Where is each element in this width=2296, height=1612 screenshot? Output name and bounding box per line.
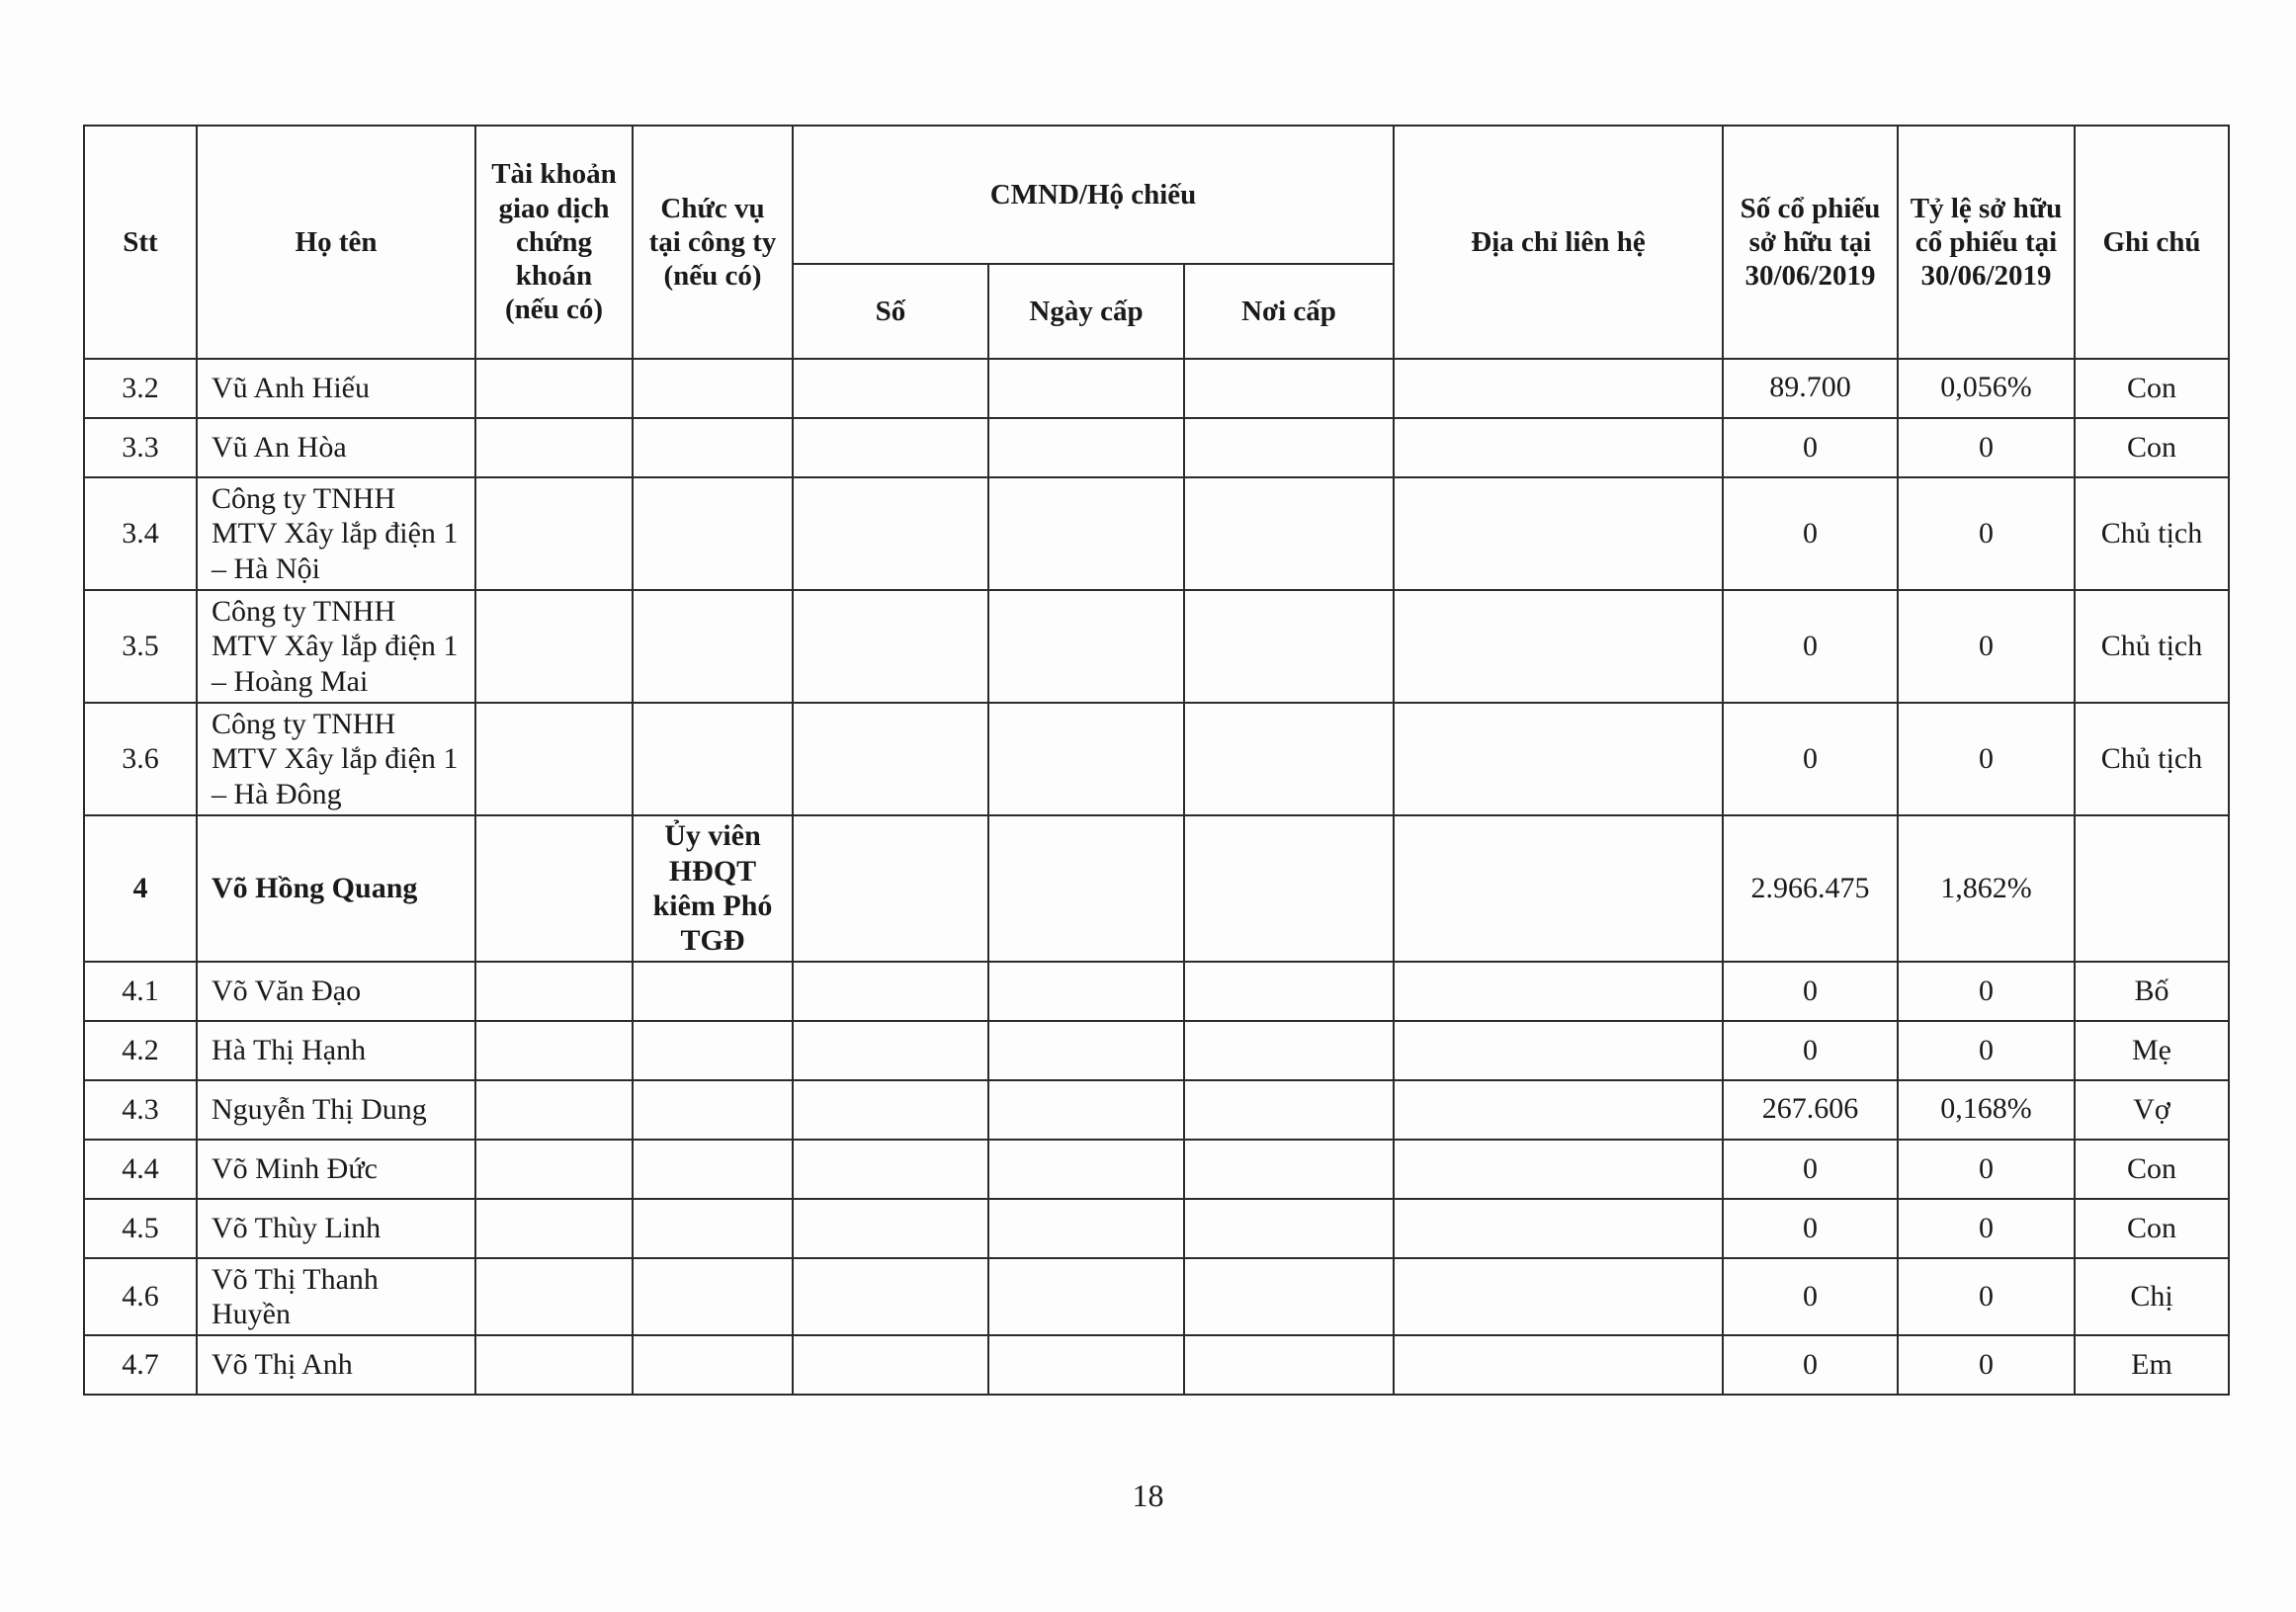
cell-ratio: 0	[1898, 703, 2075, 815]
cell-name: Võ Thị Anh	[197, 1335, 475, 1395]
cell-address	[1394, 590, 1723, 703]
table-row	[84, 1140, 2229, 1199]
cell-note: Chị	[2075, 1258, 2229, 1335]
cell-address	[1394, 703, 1723, 815]
cell-account	[475, 477, 633, 590]
cell-shares: 0	[1723, 1335, 1898, 1395]
cell-note: Con	[2075, 1140, 2229, 1199]
cell-shares: 0	[1723, 1021, 1898, 1080]
header-account: Tài khoản giao dịch chứng khoán (nếu có)	[475, 126, 633, 359]
cell-address	[1394, 1140, 1723, 1199]
cell-account	[475, 703, 633, 815]
cell-account	[475, 1021, 633, 1080]
header-issue-place: Nơi cấp	[1184, 264, 1394, 359]
cell-issue-place	[1184, 1258, 1394, 1335]
cell-account	[475, 815, 633, 962]
cell-issue-date	[988, 477, 1184, 590]
cell-note: Em	[2075, 1335, 2229, 1395]
cell-issue-place	[1184, 815, 1394, 962]
cell-ratio: 0	[1898, 418, 2075, 477]
cell-stt: 3.3	[84, 418, 197, 477]
header-stt: Stt	[84, 126, 197, 359]
header-note: Ghi chú	[2075, 126, 2229, 359]
cell-issue-date	[988, 1199, 1184, 1258]
cell-note: Chủ tịch	[2075, 703, 2229, 815]
table-row	[84, 418, 2229, 477]
cell-account	[475, 1080, 633, 1140]
cell-address	[1394, 815, 1723, 962]
cell-issue-place	[1184, 359, 1394, 418]
cell-address	[1394, 359, 1723, 418]
cell-note	[2075, 815, 2229, 962]
cell-stt: 4.7	[84, 1335, 197, 1395]
cell-address	[1394, 1258, 1723, 1335]
cell-position	[633, 1021, 793, 1080]
header-id-group: CMND/Hộ chiếu	[793, 126, 1394, 264]
cell-id-number	[793, 359, 988, 418]
cell-name: Vũ Anh Hiếu	[197, 359, 475, 418]
cell-id-number	[793, 1080, 988, 1140]
cell-shares: 0	[1723, 418, 1898, 477]
cell-address	[1394, 418, 1723, 477]
cell-position	[633, 1080, 793, 1140]
cell-id-number	[793, 590, 988, 703]
cell-address	[1394, 1021, 1723, 1080]
cell-address	[1394, 1335, 1723, 1395]
cell-stt: 3.5	[84, 590, 197, 703]
header-id-number: Số	[793, 264, 988, 359]
cell-stt: 4.4	[84, 1140, 197, 1199]
cell-shares: 2.966.475	[1723, 815, 1898, 962]
cell-stt: 4.5	[84, 1199, 197, 1258]
table-body	[84, 359, 2229, 1395]
cell-ratio: 0	[1898, 477, 2075, 590]
cell-position	[633, 1335, 793, 1395]
cell-issue-place	[1184, 477, 1394, 590]
header-shares: Số cổ phiếu sở hữu tại 30/06/2019	[1723, 126, 1898, 359]
cell-note: Con	[2075, 359, 2229, 418]
cell-shares: 0	[1723, 477, 1898, 590]
cell-shares: 0	[1723, 1140, 1898, 1199]
cell-position	[633, 590, 793, 703]
cell-issue-date	[988, 1021, 1184, 1080]
cell-issue-place	[1184, 962, 1394, 1021]
cell-issue-date	[988, 1140, 1184, 1199]
cell-ratio: 0	[1898, 1021, 2075, 1080]
cell-shares: 0	[1723, 962, 1898, 1021]
cell-name: Võ Văn Đạo	[197, 962, 475, 1021]
cell-ratio: 0	[1898, 590, 2075, 703]
cell-issue-date	[988, 359, 1184, 418]
cell-name: Vũ An Hòa	[197, 418, 475, 477]
table-row	[84, 1080, 2229, 1140]
shareholder-table	[83, 125, 2230, 1396]
cell-account	[475, 418, 633, 477]
cell-position	[633, 703, 793, 815]
cell-account	[475, 1199, 633, 1258]
cell-note: Con	[2075, 1199, 2229, 1258]
cell-name: Võ Thùy Linh	[197, 1199, 475, 1258]
cell-position	[633, 418, 793, 477]
cell-id-number	[793, 418, 988, 477]
header-address: Địa chỉ liên hệ	[1394, 126, 1723, 359]
table-row	[84, 815, 2229, 962]
cell-name: Nguyễn Thị Dung	[197, 1080, 475, 1140]
cell-shares: 267.606	[1723, 1080, 1898, 1140]
cell-ratio: 1,862%	[1898, 815, 2075, 962]
cell-note: Chủ tịch	[2075, 477, 2229, 590]
cell-address	[1394, 477, 1723, 590]
cell-id-number	[793, 1335, 988, 1395]
cell-issue-place	[1184, 590, 1394, 703]
cell-shares: 0	[1723, 703, 1898, 815]
table-row	[84, 1258, 2229, 1335]
cell-note: Con	[2075, 418, 2229, 477]
page-number: 18	[1132, 1478, 1164, 1513]
cell-id-number	[793, 962, 988, 1021]
cell-issue-place	[1184, 1080, 1394, 1140]
cell-shares: 0	[1723, 590, 1898, 703]
cell-stt: 3.6	[84, 703, 197, 815]
cell-account	[475, 1258, 633, 1335]
cell-name: Hà Thị Hạnh	[197, 1021, 475, 1080]
cell-ratio: 0	[1898, 962, 2075, 1021]
cell-stt: 4.1	[84, 962, 197, 1021]
cell-issue-date	[988, 962, 1184, 1021]
cell-id-number	[793, 1021, 988, 1080]
cell-position	[633, 1258, 793, 1335]
cell-id-number	[793, 1140, 988, 1199]
cell-issue-date	[988, 418, 1184, 477]
cell-ratio: 0	[1898, 1335, 2075, 1395]
cell-position	[633, 962, 793, 1021]
cell-name: Công ty TNHH MTV Xây lắp điện 1 – Hà Nội	[197, 477, 475, 590]
cell-address	[1394, 1199, 1723, 1258]
cell-position	[633, 359, 793, 418]
cell-name: Công ty TNHH MTV Xây lắp điện 1 – Hoàng Mai	[197, 590, 475, 703]
table-row	[84, 703, 2229, 815]
cell-stt: 4.2	[84, 1021, 197, 1080]
cell-issue-date	[988, 1258, 1184, 1335]
cell-issue-place	[1184, 418, 1394, 477]
table-row	[84, 1199, 2229, 1258]
cell-position	[633, 1199, 793, 1258]
table-row	[84, 962, 2229, 1021]
cell-note: Vợ	[2075, 1080, 2229, 1140]
cell-ratio: 0	[1898, 1199, 2075, 1258]
cell-note: Mẹ	[2075, 1021, 2229, 1080]
cell-issue-date	[988, 590, 1184, 703]
cell-name: Võ Hồng Quang	[197, 815, 475, 962]
cell-ratio: 0	[1898, 1258, 2075, 1335]
cell-issue-date	[988, 1335, 1184, 1395]
cell-issue-place	[1184, 1140, 1394, 1199]
cell-id-number	[793, 1258, 988, 1335]
cell-account	[475, 590, 633, 703]
cell-stt: 3.4	[84, 477, 197, 590]
cell-issue-date	[988, 703, 1184, 815]
cell-note: Chủ tịch	[2075, 590, 2229, 703]
cell-account	[475, 962, 633, 1021]
cell-name: Võ Minh Đức	[197, 1140, 475, 1199]
cell-issue-date	[988, 1080, 1184, 1140]
cell-account	[475, 1335, 633, 1395]
table-row	[84, 1021, 2229, 1080]
cell-stt: 4.3	[84, 1080, 197, 1140]
header-name: Họ tên	[197, 126, 475, 359]
cell-account	[475, 359, 633, 418]
cell-position	[633, 477, 793, 590]
cell-address	[1394, 1080, 1723, 1140]
cell-issue-place	[1184, 1335, 1394, 1395]
table-row	[84, 590, 2229, 703]
cell-shares: 0	[1723, 1258, 1898, 1335]
cell-ratio: 0,168%	[1898, 1080, 2075, 1140]
cell-name: Công ty TNHH MTV Xây lắp điện 1 – Hà Đông	[197, 703, 475, 815]
cell-shares: 0	[1723, 1199, 1898, 1258]
cell-id-number	[793, 477, 988, 590]
cell-shares: 89.700	[1723, 359, 1898, 418]
cell-ratio: 0	[1898, 1140, 2075, 1199]
cell-stt: 3.2	[84, 359, 197, 418]
cell-stt: 4.6	[84, 1258, 197, 1335]
cell-ratio: 0,056%	[1898, 359, 2075, 418]
cell-issue-date	[988, 815, 1184, 962]
cell-position: Ủy viên HĐQT kiêm Phó TGĐ	[633, 815, 793, 962]
cell-issue-place	[1184, 1199, 1394, 1258]
cell-issue-place	[1184, 1021, 1394, 1080]
header-issue-date: Ngày cấp	[988, 264, 1184, 359]
cell-id-number	[793, 703, 988, 815]
cell-id-number	[793, 815, 988, 962]
table-row	[84, 1335, 2229, 1395]
cell-stt: 4	[84, 815, 197, 962]
cell-note: Bố	[2075, 962, 2229, 1021]
header-ratio: Tỷ lệ sở hữu cổ phiếu tại 30/06/2019	[1898, 126, 2075, 359]
header-position: Chức vụ tại công ty (nếu có)	[633, 126, 793, 359]
cell-account	[475, 1140, 633, 1199]
table-row	[84, 477, 2229, 590]
cell-address	[1394, 962, 1723, 1021]
cell-issue-place	[1184, 703, 1394, 815]
table-header	[84, 126, 2229, 359]
cell-id-number	[793, 1199, 988, 1258]
table-row	[84, 359, 2229, 418]
cell-name: Võ Thị Thanh Huyền	[197, 1258, 475, 1335]
cell-position	[633, 1140, 793, 1199]
